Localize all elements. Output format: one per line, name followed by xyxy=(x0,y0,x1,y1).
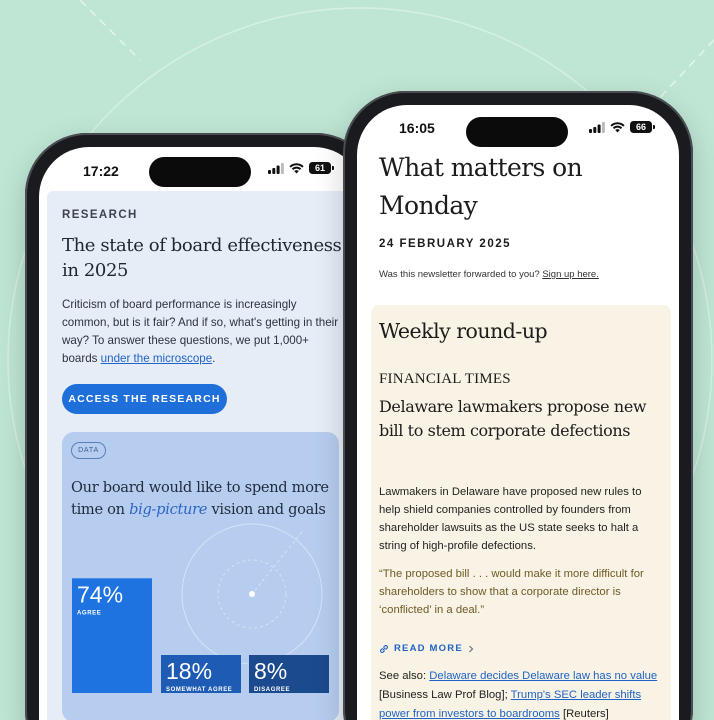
read-more-label: READ MORE xyxy=(394,643,463,654)
status-time: 16:05 xyxy=(399,120,435,136)
right-phone xyxy=(343,91,693,720)
research-body xyxy=(62,296,347,368)
data-card xyxy=(62,432,339,720)
newsletter-date: 24 FEBRUARY 2025 xyxy=(379,238,512,250)
signal-icon xyxy=(589,122,605,133)
signal-icon xyxy=(268,163,284,174)
wifi-icon xyxy=(610,122,625,133)
research-card xyxy=(47,191,355,720)
bar-value-label: 18% xyxy=(166,658,213,684)
question-end: vision and goals xyxy=(207,501,326,518)
see-also-link-2[interactable]: Trump's SEC leader shifts power from investors to boardrooms xyxy=(379,689,642,720)
research-title: The state of board effectiveness in 2025 xyxy=(62,235,342,281)
wifi-icon xyxy=(289,163,304,174)
access-research-button[interactable]: ACCESS THE RESEARCH xyxy=(62,384,227,414)
newsletter-title: What matters on Monday xyxy=(379,153,583,220)
research-body-end: . xyxy=(212,352,216,365)
status-time: 17:22 xyxy=(83,163,119,179)
sign-up-link[interactable]: Sign up here. xyxy=(542,269,599,280)
left-phone xyxy=(25,133,378,720)
article-source: FINANCIAL TIMES xyxy=(379,371,511,387)
article-quote: “The proposed bill . . . would make it more difficult for shareholders to show that a corporate director is ‘conflicted’ in a deal.” xyxy=(379,568,644,616)
bar-category-label: DISAGREE xyxy=(254,687,291,693)
research-body-text: Criticism of board performance is increasingly common, but is it fair? And if so, what's getting in their way? To answer these questions, we put 1,000+ boards xyxy=(62,298,339,365)
bar-chart xyxy=(62,432,339,720)
see-also-link-1[interactable]: Delaware decides Delaware law has no value xyxy=(429,670,658,682)
see-also xyxy=(379,667,669,720)
data-chip: DATA xyxy=(71,442,106,459)
link-icon xyxy=(379,644,389,654)
roundup-title: Weekly round-up xyxy=(379,319,548,343)
question-text: Our board would like to spend more time on xyxy=(71,479,329,518)
bar-value-label: 74% xyxy=(77,581,124,608)
question-emphasis: big-picture xyxy=(129,501,208,518)
bar-category-label: AGREE xyxy=(77,610,102,617)
read-more-link[interactable] xyxy=(379,643,474,654)
bar-value-label: 8% xyxy=(254,658,288,684)
forward-notice xyxy=(379,269,669,280)
see-also-source-1: [Business Law Prof Blog]; xyxy=(379,689,511,701)
battery-icon: 61 xyxy=(309,162,331,174)
article-summary: Lawmakers in Delaware have proposed new rules to help shield companies controlled by founders from shareholder lawsuits as the US state seeks to halt a string of high-profile defections. xyxy=(379,486,642,552)
dynamic-island xyxy=(466,117,568,147)
research-label: RESEARCH xyxy=(62,209,138,221)
status-icons xyxy=(268,162,331,174)
article-headline[interactable]: Delaware lawmakers propose new bill to stem corporate defections xyxy=(379,397,647,440)
right-phone-screen xyxy=(357,105,679,720)
left-phone-screen xyxy=(39,147,364,720)
status-icons xyxy=(589,121,652,133)
see-also-prefix: See also: xyxy=(379,670,430,682)
microscope-link[interactable]: under the microscope xyxy=(100,352,213,365)
bar-category-label: SOMEWHAT AGREE xyxy=(166,687,233,693)
see-also-source-2: [Reuters] xyxy=(559,708,609,720)
battery-icon: 66 xyxy=(630,121,652,133)
chevron-right-icon xyxy=(468,645,474,653)
roundup-card xyxy=(371,305,671,720)
forward-text: Was this newsletter forwarded to you? xyxy=(379,269,543,280)
dynamic-island xyxy=(149,157,251,187)
